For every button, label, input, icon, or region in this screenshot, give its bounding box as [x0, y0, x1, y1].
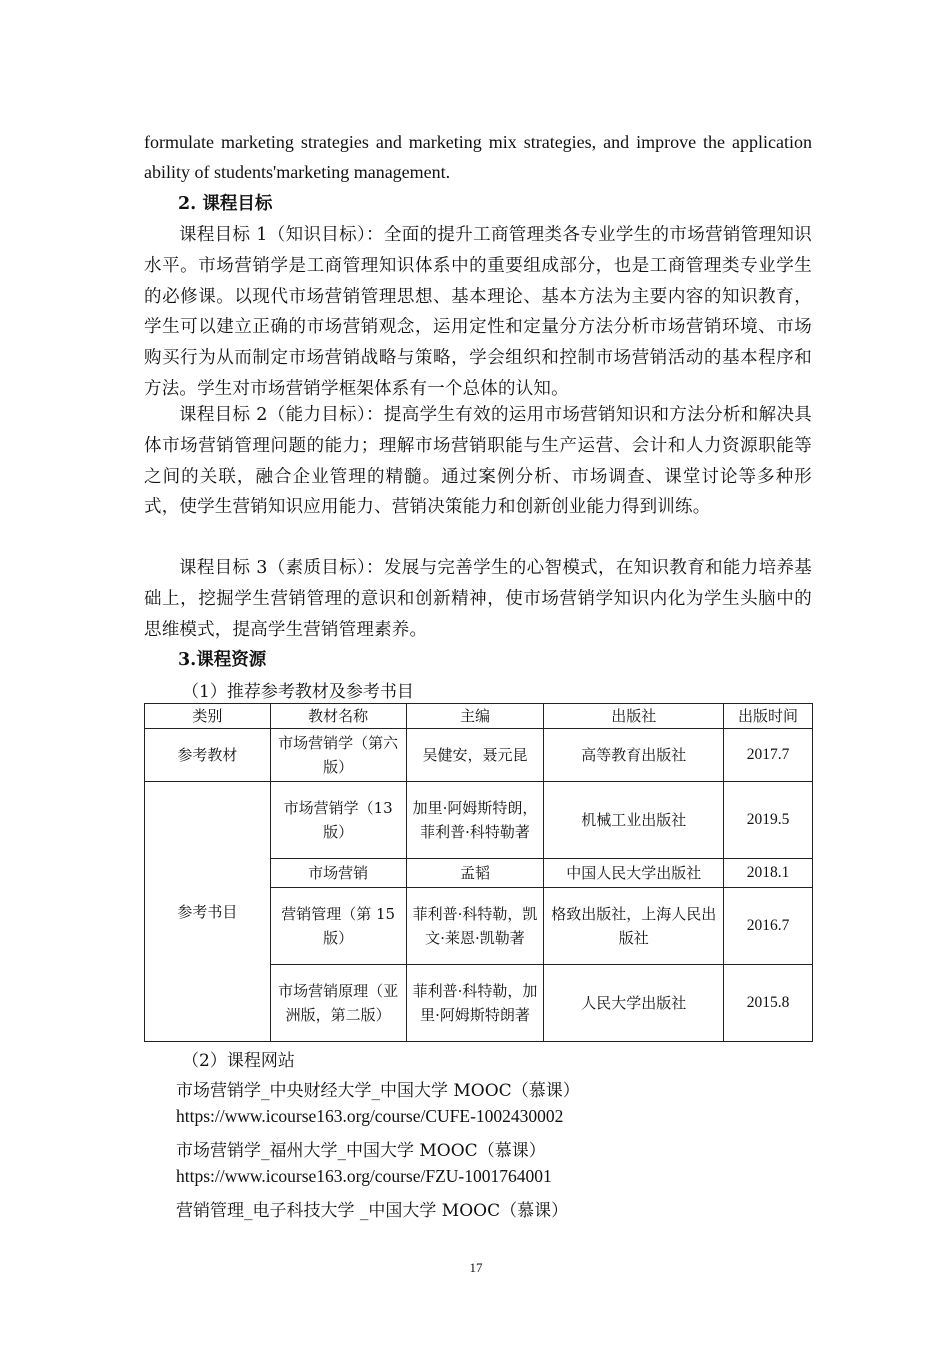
publish-date-cell: 2017.7	[724, 729, 813, 782]
website-title: 营销管理_电子科技大学 _中国大学 MOOC（慕课）	[176, 1201, 569, 1221]
column-header: 主编	[406, 704, 544, 729]
page-number: 17	[469, 1260, 483, 1275]
table-row	[145, 729, 813, 782]
category-cell: 参考书目	[145, 782, 271, 1042]
intro-paragraph: formulate marketing strategies and marketing mix strategies, and improve the application ability of students'marketing management.	[144, 132, 812, 182]
publisher-cell: 中国人民大学出版社	[544, 859, 724, 888]
publisher-cell: 高等教育出版社	[544, 729, 724, 782]
publish-date-cell: 2018.1	[724, 859, 813, 888]
editor-cell: 吴健安，聂元昆	[406, 729, 544, 782]
column-header: 出版时间	[724, 704, 813, 729]
goal-3-paragraph: 课程目标 3（素质目标）：发展与完善学生的心智模式，在知识教育和能力培养基础上，挖掘学生营销管理的意识和创新精神，使市场营销学知识内化为学生头脑中的思维模式，提高学生营销管理素养。	[144, 558, 812, 640]
reference-books-table	[144, 703, 813, 1042]
website-link[interactable]: https://www.icourse163.org/course/CUFE-1002430002	[176, 1106, 564, 1126]
publisher-cell: 机械工业出版社	[544, 782, 724, 859]
publisher-cell: 人民大学出版社	[544, 965, 724, 1042]
website-title: 市场营销学_福州大学_中国大学 MOOC（慕课）	[176, 1141, 546, 1161]
column-header: 出版社	[544, 704, 724, 729]
editor-cell: 菲利普·科特勒，加里·阿姆斯特朗著	[406, 965, 544, 1042]
website-link[interactable]: https://www.icourse163.org/course/FZU-1001764001	[176, 1166, 552, 1186]
publish-date-cell: 2016.7	[724, 888, 813, 965]
editor-cell: 加里·阿姆斯特朗，菲利普·科特勒著	[406, 782, 544, 859]
book-name-cell: 市场营销学（第六版）	[270, 729, 406, 782]
book-name-cell: 市场营销学（13 版）	[270, 782, 406, 859]
book-name-cell: 营销管理（第 15 版）	[270, 888, 406, 965]
subheading-course-websites: （2）课程网站	[182, 1051, 295, 1071]
publish-date-cell: 2019.5	[724, 782, 813, 859]
category-cell: 参考教材	[145, 729, 271, 782]
column-header: 教材名称	[270, 704, 406, 729]
table-header-row	[145, 704, 813, 729]
goal-2-paragraph: 课程目标 2（能力目标）：提高学生有效的运用市场营销知识和方法分析和解决具体市场营销管理问题的能力；理解市场营销职能与生产运营、会计和人力资源职能等之间的关联，融合企业管理的精髓。通过案例分析、市场调查、课堂讨论等多种形式，使学生营销知识应用能力、营销决策能力和创新创业能力得到训练。	[144, 405, 812, 518]
section-heading-course-resources: 3.课程资源	[178, 650, 267, 670]
website-title: 市场营销学_中央财经大学_中国大学 MOOC（慕课）	[176, 1081, 580, 1101]
table-row	[145, 782, 813, 859]
column-header: 类别	[145, 704, 271, 729]
editor-cell: 孟韬	[406, 859, 544, 888]
goal-1-paragraph: 课程目标 1（知识目标）：全面的提升工商管理类各专业学生的市场营销管理知识水平。市场营销学是工商管理知识体系中的重要组成部分，也是工商管理类专业学生的必修课。以现代市场营销管理思想、基本理论、基本方法为主要内容的知识教育，学生可以建立正确的市场营销观念，运用定性和定量分方法分析市场营销环境、市场购买行为从而制定市场营销战略与策略，学会组织和控制市场营销活动的基本程序和方法。学生对市场营销学框架体系有一个总体的认知。	[144, 225, 812, 399]
publisher-cell: 格致出版社，上海人民出版社	[544, 888, 724, 965]
subheading-recommended-books: （1）推荐参考教材及参考书目	[182, 682, 414, 702]
editor-cell: 菲利普·科特勒，凯文·莱恩·凯勒著	[406, 888, 544, 965]
book-name-cell: 市场营销	[270, 859, 406, 888]
publish-date-cell: 2015.8	[724, 965, 813, 1042]
book-name-cell: 市场营销原理（亚洲版，第二版）	[270, 965, 406, 1042]
section-heading-course-goals: 2. 课程目标	[178, 194, 273, 214]
